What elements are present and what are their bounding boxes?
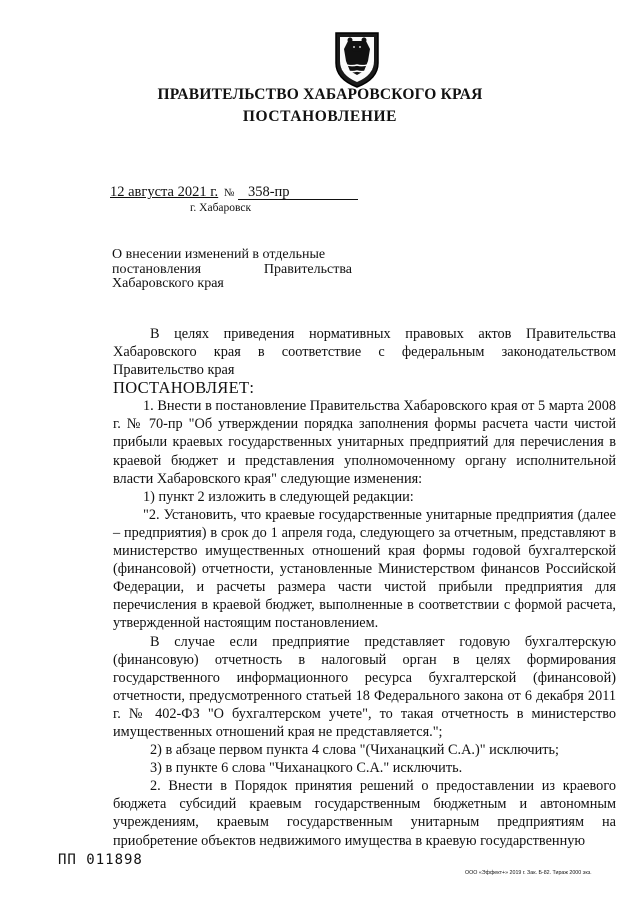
paragraph-1: 1. Внести в постановление Правительства Хабаровского края от 5 марта 2008 г. № 70-пр "Об утверждении порядка заполнения формы расчета части чистой прибыли краевых государственных унитарных предприятий для перечисления в краевой бюджет и представления уполномоченному органу исполнительной власти Хабаровского края" следующие изменения: [113, 398, 616, 487]
subject-line [112, 263, 352, 278]
city: г. Хабаровск [190, 202, 252, 214]
subject-word: Правительства [263, 261, 352, 277]
document-date: 12 августа 2021 г. [110, 184, 219, 200]
document-body [113, 325, 616, 850]
resolves-heading: ПОСТАНОВЛЯЕТ: [113, 378, 255, 398]
date-number-line [110, 184, 358, 201]
coat-of-arms-icon [330, 27, 384, 89]
number-label: № [223, 187, 235, 199]
subject-line: Хабаровского края [112, 276, 224, 292]
subitem-1-text: "2. Установить, что краевые государственные унитарные предприятия (далее – предприятия) в срок до 1 апреля года, следующего за отчетным, представляют в министерство имущественных отношений края формы годовой бухгалтерской (финансовой) отчетности, установленные Министерством финансов Российской Федерации, и расчеты размера части чистой прибыли предприятия для перечисления в краевой бюджет, выполненные в соответствии с формой расчета, утвержденной настоящим постановлением. [113, 506, 616, 632]
document-number: 358-пр [238, 185, 358, 200]
preamble-paragraph: В целях приведения нормативных правовых актов Правительства Хабаровского края в соответствие с федеральным законодательством Правительство края [113, 326, 616, 379]
serial-number: ПП 011898 [58, 852, 143, 868]
government-title: ПРАВИТЕЛЬСТВО ХАБАРОВСКОГО КРАЯ [157, 86, 483, 103]
document-type: ПОСТАНОВЛЕНИЕ [242, 108, 398, 125]
subitem-1: 1) пункт 2 изложить в следующей редакции: [143, 488, 414, 505]
subject-line: О внесении изменений в отдельные [112, 247, 326, 262]
subitem-3: 3) в пункте 6 слова "Чиханацкого С.А." исключить. [150, 760, 463, 777]
document-subject [112, 248, 352, 292]
subitem-1-text-continued: В случае если предприятие представляет годовую бухгалтерскую (финансовую) отчетность в налоговый орган в целях формирования государственного информационного ресурса бухгалтерской (финансовой) отчетности, предусмотренного статьей 18 Федерального закона от 6 декабря 2011 г. № 402-ФЗ "О бухгалтерском учете", то такая отчетность в министерство имущественных отношений края не представляется."; [113, 633, 616, 740]
subject-word: постановления [112, 261, 202, 277]
subitem-2: 2) в абзаце первом пункта 4 слова "(Чиханацкий С.А.)" исключить; [150, 742, 559, 759]
printer-imprint: ООО «Эффект+» 2019 г. Зак. Б-82. Тираж 2000 экз. [465, 870, 592, 876]
paragraph-2: 2. Внести в Порядок принятия решений о предоставлении из краевого бюджета субсидий краевым государственным бюджетным и автономным учреждениям, краевым государственным унитарным предприятиям на приобретение объектов недвижимого имущества в краевую государственную [113, 778, 616, 849]
